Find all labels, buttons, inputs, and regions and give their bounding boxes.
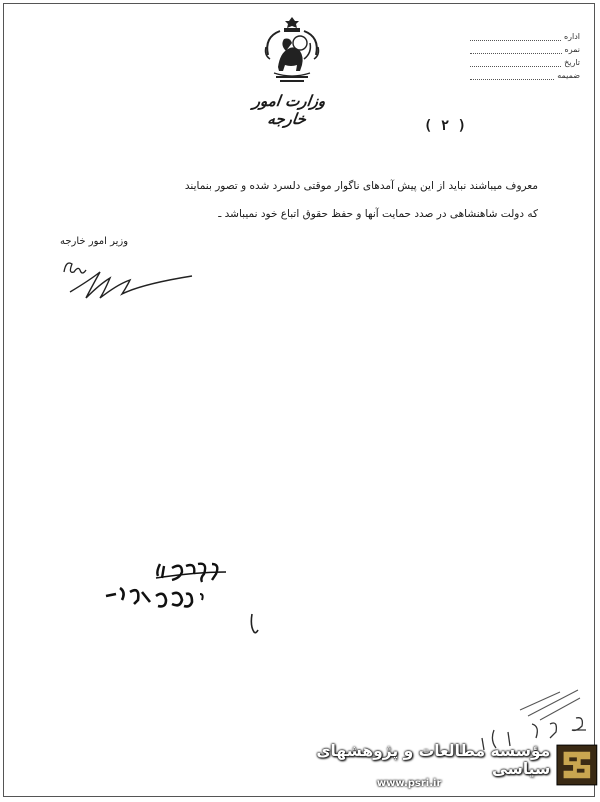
letter-body (58, 172, 538, 228)
header-fields (470, 28, 580, 80)
lion-and-sun-emblem-icon (262, 15, 322, 89)
field-dotted-line (470, 32, 561, 41)
field-dotted-line (470, 45, 562, 54)
signature-icon (60, 252, 205, 312)
field-row-number (470, 41, 580, 54)
field-row-attachment (470, 67, 580, 80)
field-dotted-line (470, 71, 554, 80)
ministry-title: وزارت امور خارجه (251, 92, 327, 128)
field-label: تاریخ (564, 58, 580, 67)
watermark-text (268, 742, 550, 789)
field-label: ضمیمه (557, 71, 580, 80)
page-number: ( ۲ ) (423, 118, 467, 134)
tick-mark-icon (246, 610, 262, 638)
watermark-name: مؤسسه مطالعات و پژوهشهای سیاسی (316, 741, 551, 778)
field-dotted-line (470, 58, 561, 67)
field-row-office (470, 28, 580, 41)
watermark-url[interactable]: www.psri.ir (376, 777, 442, 789)
watermark-bar (268, 742, 598, 788)
body-line-1: معروف میباشند نباید از این پیش آمدهای ناگوار موقتی دلسرد شده و تصور بنمایند (184, 180, 538, 192)
psri-logo-icon (556, 743, 598, 787)
field-row-date (470, 54, 580, 67)
sender-title: وزیر امور خارجه (60, 236, 129, 247)
body-line-2: که دولت شاهنشاهی در صدد حمایت آنها و حفظ حقوق اتباع خود نمیباشد ـ (218, 208, 538, 220)
field-label: نمره (564, 45, 580, 54)
field-label: اداره (563, 32, 580, 41)
